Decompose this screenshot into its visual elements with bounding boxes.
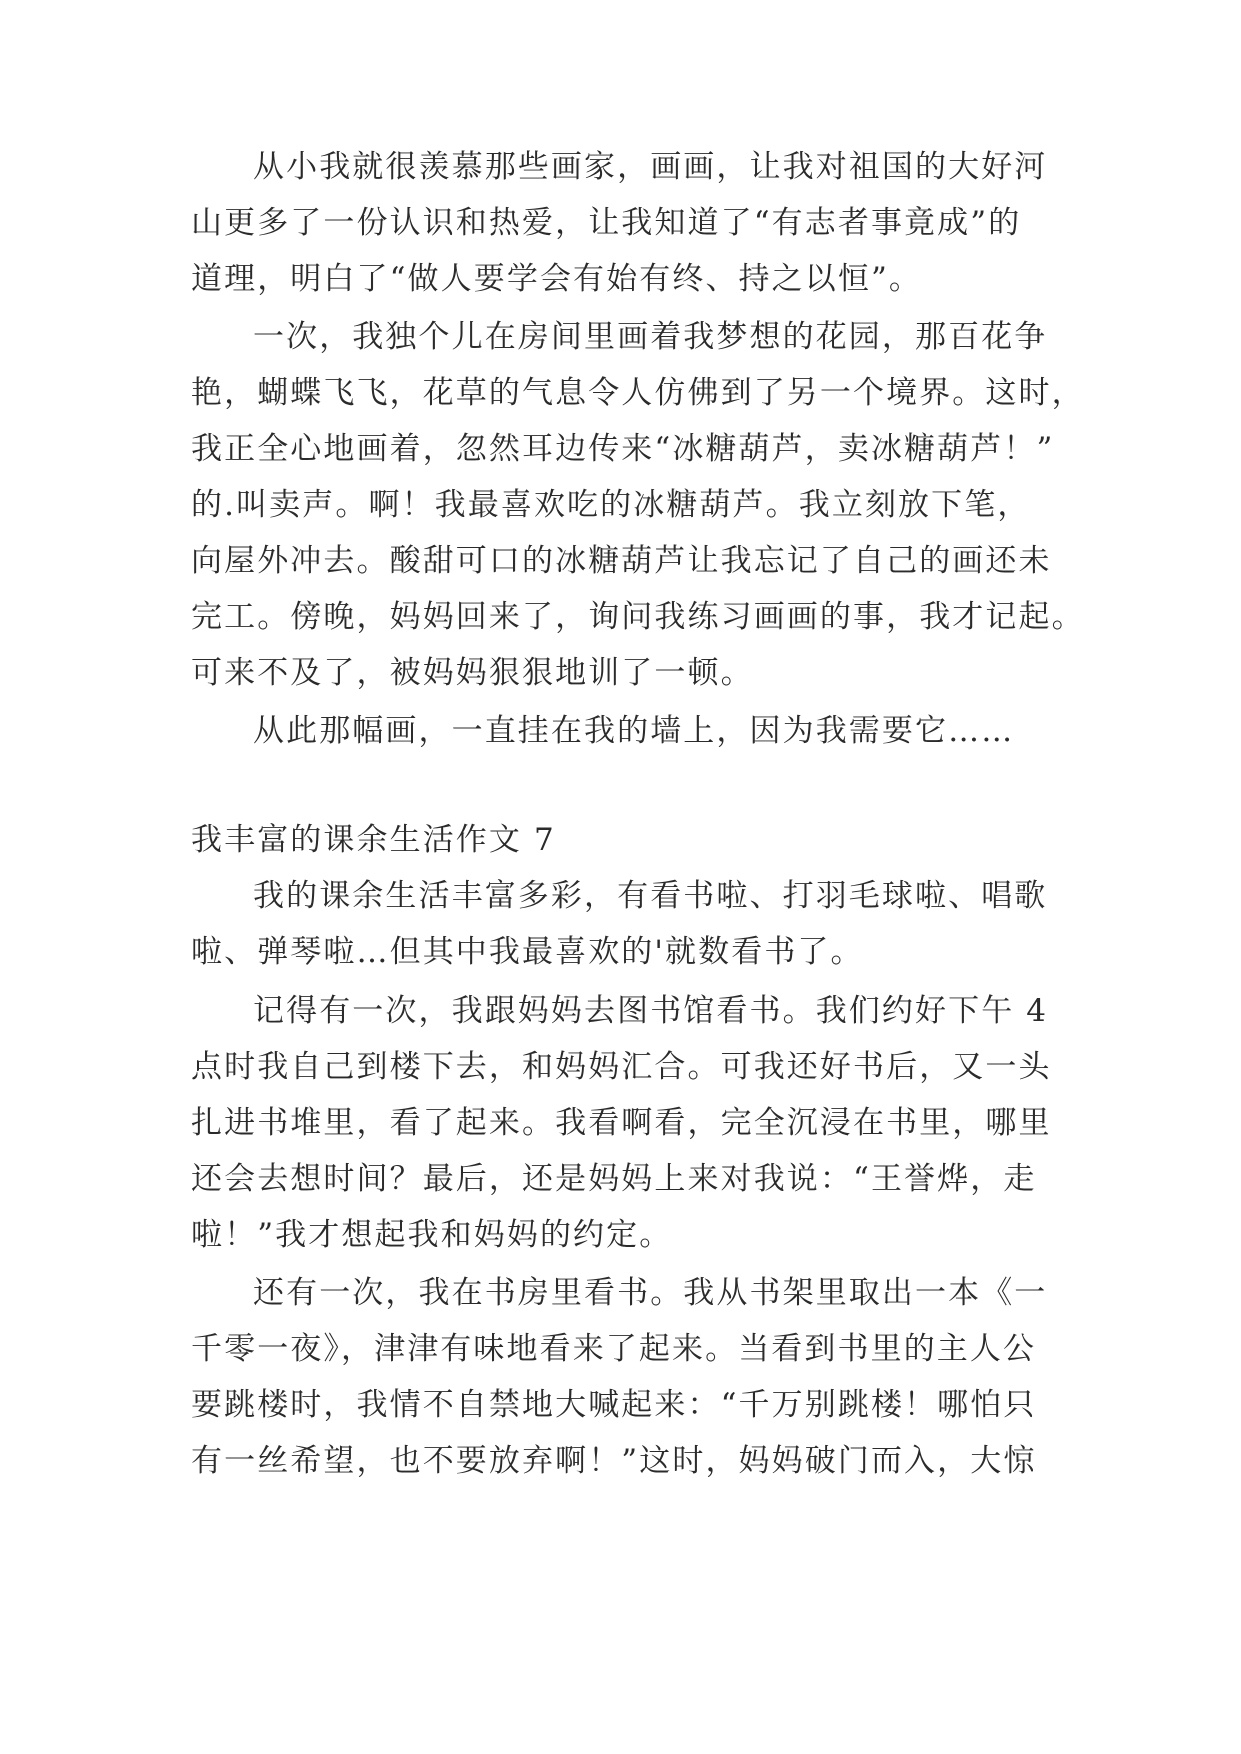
- paragraph-line: 的.叫卖声。啊！我最喜欢吃的冰糖葫芦。我立刻放下笔，: [191, 487, 1031, 523]
- paragraph-line: 啦！”我才想起我和妈妈的约定。: [191, 1217, 673, 1253]
- paragraph-line: 可来不及了，被妈妈狠狠地训了一顿。: [191, 655, 754, 691]
- paragraph-line: 向屋外冲去。酸甜可口的冰糖葫芦让我忘记了自己的画还未: [191, 543, 1052, 579]
- paragraph-line: 我正全心地画着，忽然耳边传来“冰糖葫芦，卖冰糖葫芦！”: [191, 431, 1055, 467]
- paragraph-line: 点时我自己到楼下去，和妈妈汇合。可我还好书后，又一头: [191, 1049, 1052, 1085]
- paragraph-line: 艳，蝴蝶飞飞，花草的气息令人仿佛到了另一个境界。这时，: [191, 375, 1085, 411]
- paragraph-line: 还有一次，我在书房里看书。我从书架里取出一本《一: [253, 1275, 1048, 1311]
- section-heading: 我丰富的课余生活作文 7: [191, 822, 556, 858]
- paragraph-line: 有一丝希望，也不要放弃啊！”这时，妈妈破门而入，大惊: [191, 1443, 1037, 1479]
- paragraph-line: 要跳楼时，我情不自禁地大喊起来：“千万别跳楼！哪怕只: [191, 1387, 1037, 1423]
- paragraph-line: 扎进书堆里，看了起来。我看啊看，完全沉浸在书里，哪里: [191, 1105, 1052, 1141]
- paragraph-line: 山更多了一份认识和热爱，让我知道了“有志者事竟成”的: [191, 205, 1022, 241]
- paragraph-line: 千零一夜》，津津有味地看来了起来。当看到书里的主人公: [191, 1331, 1037, 1367]
- paragraph-line: 啦、弹琴啦…但其中我最喜欢的'就数看书了。: [191, 934, 864, 970]
- paragraph-line: 记得有一次，我跟妈妈去图书馆看书。我们约好下午 4: [253, 993, 1049, 1029]
- paragraph-line: 从小我就很羡慕那些画家，画画，让我对祖国的大好河: [253, 149, 1048, 185]
- paragraph-line: 还会去想时间？最后，还是妈妈上来对我说：“王誉烨，走: [191, 1161, 1037, 1197]
- paragraph-line: 一次，我独个儿在房间里画着我梦想的花园，那百花争: [253, 319, 1048, 355]
- paragraph-line: 完工。傍晚，妈妈回来了，询问我练习画画的事，我才记起。: [191, 599, 1085, 635]
- paragraph-line: 道理，明白了“做人要学会有始有终、持之以恒”。: [191, 261, 922, 297]
- paragraph-line: 从此那幅画，一直挂在我的墙上，因为我需要它……: [253, 713, 1015, 749]
- paragraph-line: 我的课余生活丰富多彩，有看书啦、打羽毛球啦、唱歌: [253, 878, 1048, 914]
